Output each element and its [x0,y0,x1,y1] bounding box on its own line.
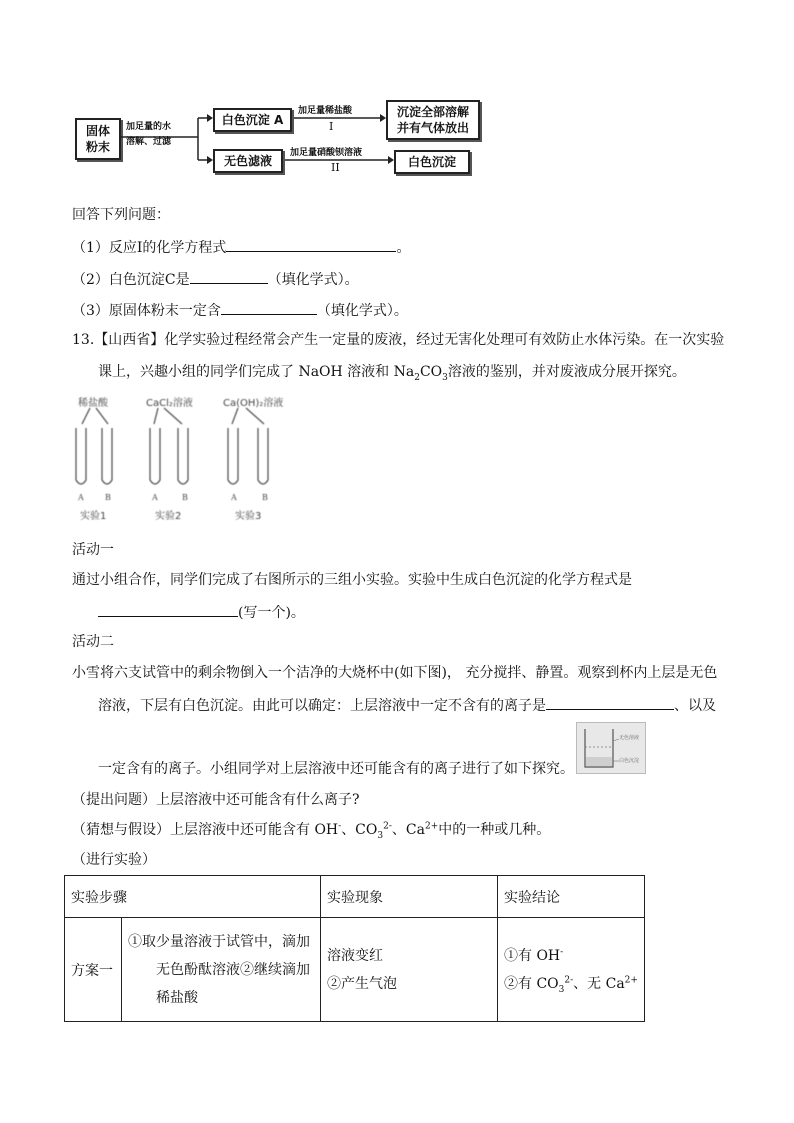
hypothesis [72,820,550,840]
experiment-table [64,875,645,1022]
conclusion-2-text-b: 、无 Ca [573,975,625,992]
activity-2-line-1: 小雪将六支试管中的剩余物倒入一个洁净的大烧杯中(如下图)， 充分搅拌、静置。观察到杯内上层是无色 [72,665,718,681]
hypothesis-b: 、CO [341,822,378,838]
tube-b-label-3: B [262,493,268,502]
superscript: - [560,946,564,957]
conclusion-2 [504,970,638,998]
test-tubes-drawing [60,400,300,500]
activity-1-line-2 [98,601,305,623]
tube-a-label-3: A [231,493,237,502]
conclusion-1 [504,942,638,970]
beaker-image [576,722,646,774]
answer-blank-ions[interactable] [546,694,674,710]
problem-13-line-1: 13.【山西省】化学实验过程经常会产生一定量的废液，经过无害化处理可有效防止水体污染。在一次实验 [72,332,725,348]
step-line-1: ①取少量溶液于试管中，滴加 [128,933,310,950]
experiment-1-label: 实验1 [80,511,107,522]
superscript: - [338,821,342,832]
subscript: 3 [377,830,384,841]
colorless-filtrate-box: 无色滤液 [213,149,283,173]
reaction-2-label: II [331,161,340,174]
reagent-label-2: CaCl₂溶液 [146,398,193,409]
experiment-2-label: 实验2 [155,511,182,522]
activity-1-line-2-text: (写一个)。 [238,605,305,621]
answer-blank-equation[interactable] [98,601,238,617]
question-3-text: （3）原固体粉末一定含 [72,303,221,319]
activity-1-line-1: 通过小组合作，同学们完成了右图所示的三组小实验。实验中生成白色沉淀的化学方程式是 [72,572,632,588]
hypothesis-d: 中的一种或几种。 [438,822,551,838]
white-precipitate-box: 白色沉淀 [394,150,470,174]
header-steps: 实验步骤 [65,876,321,918]
add-nitrate-label: 加足量硝酸钡溶液 [290,148,363,158]
table-row [65,918,645,1022]
superscript: 2- [383,821,392,832]
hypothesis-a: （猜想与假设）上层溶液中还可能含有 OH [72,822,339,838]
superscript: 2+ [624,974,638,985]
phenomenon-cell [321,918,498,1022]
superscript: 2+ [424,821,439,832]
tube-b-label-2: B [182,493,188,502]
header-conclusion: 实验结论 [498,876,645,918]
tube-a-label-2: A [152,493,158,502]
question-3 [72,299,408,321]
answer-blank-3[interactable] [221,299,317,315]
solid-powder-box: 固体 粉末 [75,118,121,160]
problem-13-line-2 [98,362,686,382]
subscript: 3 [442,372,448,383]
reagent-label-3: Ca(OH)₂溶液 [223,398,284,409]
question-1-text: （1）反应Ⅰ的化学方程式 [72,240,227,256]
answer-blank-2[interactable] [190,268,268,284]
tube-a-label-1: A [78,493,84,502]
conduct-experiment: （进行实验） [72,852,156,868]
experiment-3-label: 实验3 [235,511,262,522]
phenomenon-1: 溶液变红 [327,947,383,964]
raise-question: （提出问题）上层溶液中还可能含有什么离子? [72,792,360,808]
add-hcl-label: 加足量稀盐酸 [298,106,353,116]
hypothesis-c: 、Ca [391,822,425,838]
row-label: 方案一 [65,918,122,1022]
conclusion-2-text: ②有 CO [504,975,559,992]
phenomenon-2: ②产生气泡 [327,975,397,992]
question-2-text: （2）白色沉淀C是 [72,272,190,288]
problem-13-line-2b: CO [419,364,443,380]
subscript: 3 [558,984,565,995]
activity-2-title: 活动二 [72,634,114,650]
activity-1-title: 活动一 [72,542,114,558]
white-precipitate-a-box: 白色沉淀 A [213,108,292,132]
problem-13-line-2a: 课上，兴趣小组的同学们完成了 NaOH 溶液和 Na [98,364,415,380]
question-3-end: （填化学式）。 [316,303,408,319]
superscript: 2- [564,974,574,985]
beaker-label-precipitate: 白色沉淀 [619,758,640,764]
question-2 [72,268,359,290]
activity-2-line-2 [98,694,716,716]
activity-2-line-3: 一定含有的离子。小组同学对上层溶液中还可能含有的离子进行了如下探究。 [98,761,574,777]
step-cell [122,918,321,1022]
tube-b-label-1: B [105,493,111,502]
activity-2-line-2b: 、以及 [674,698,716,714]
problem-13-line-2c: 溶液的鉴别，并对废液成分展开探究。 [447,364,686,380]
questions-intro: 回答下列问题： [72,207,170,223]
question-1-end: 。 [396,240,411,256]
step-line-2: 无色酚酞溶液②继续滴加 [156,961,310,978]
activity-2-line-2a: 溶液，下层有白色沉淀。由此可以确定：上层溶液中一定不含有的离子是 [98,698,546,714]
table-header-row [65,876,645,918]
step-line-3: 稀盐酸 [156,989,198,1006]
question-2-end: （填化学式）。 [267,272,359,288]
header-phenomenon: 实验现象 [321,876,498,918]
conclusion-1-text: ①有 OH [504,947,561,964]
beaker-icon [577,723,645,773]
subscript: 2 [414,372,420,383]
step-dissolve-label: 加足量的水 溶解、过滤 [126,122,172,147]
question-1 [72,236,410,258]
result-1-box: 沉淀全部溶解 并有气体放出 [386,100,480,140]
reagent-label-1: 稀盐酸 [78,398,108,409]
conclusion-cell [498,918,645,1022]
answer-blank-1[interactable] [226,236,396,252]
reaction-1-label: I [329,120,334,133]
beaker-label-solution: 无色溶液 [619,735,640,741]
